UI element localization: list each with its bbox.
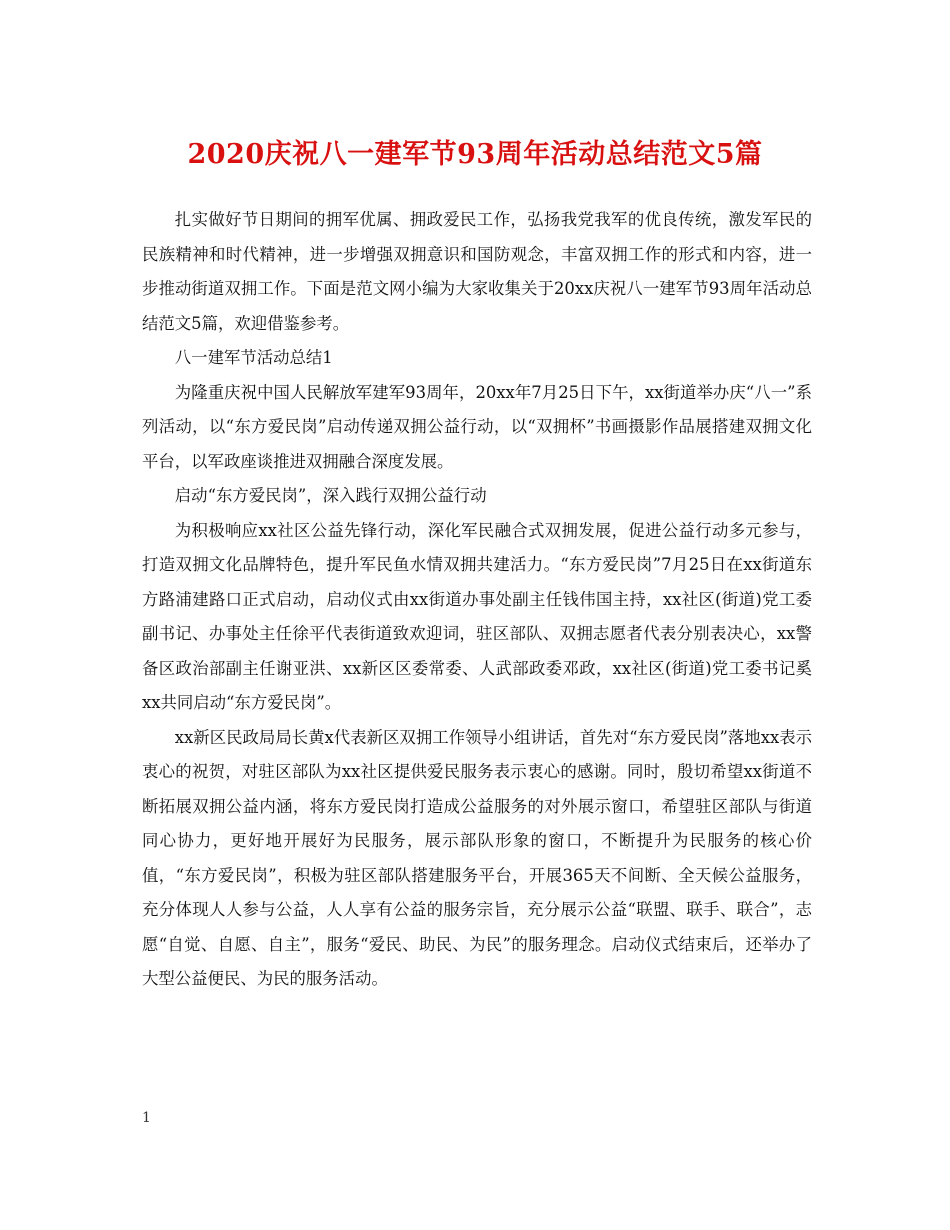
paragraph-intro: 扎实做好节日期间的拥军优属、拥政爱民工作，弘扬我党我军的优良传统，激发军民的民族精神和时代精神，进一步增强双拥意识和国防观念，丰富双拥工作的形式和内容，进一步推动街道双拥工作。下面是范文网小编为大家收集关于20xx庆祝八一建军节93周年活动总结范文5篇，欢迎借鉴参考。	[142, 210, 812, 333]
paragraph-1: 为隆重庆祝中国人民解放军建军93周年，20xx年7月25日下午，xx街道举办庆“八一”系列活动，以“东方爱民岗”启动传递双拥公益行动，以“双拥杯”书画摄影作品展搭建双拥文化平台，以军政座谈推进双拥融合深度发展。	[142, 382, 812, 471]
document-body	[142, 203, 812, 997]
paragraph-3: xx新区民政局局长黄x代表新区双拥工作领导小组讲话，首先对“东方爱民岗”落地xx表示衷心的祝贺，对驻区部队为xx社区提供爱民服务表示衷心的感谢。同时，殷切希望xx街道不断拓展双拥公益内涵，将东方爱民岗打造成公益服务的对外展示窗口，希望驻区部队与街道同心协力，更好地开展好为民服务，展示部队形象的窗口，不断提升为民服务的核心价值，“东方爱民岗”，积极为驻区部队搭建服务平台，开展365天不间断、全天候公益服务，充分体现人人参与公益，人人享有公益的服务宗旨，充分展示公益“联盟、联手、联合”，志愿“自觉、自愿、自主”，服务“爱民、助民、为民”的服务理念。启动仪式结束后，还举办了大型公益便民、为民的服务活动。	[142, 727, 812, 988]
subheading-1: 启动“东方爱民岗”，深入践行双拥公益行动	[174, 486, 487, 505]
document-title: 2020庆祝八一建军节93周年活动总结范文5篇	[187, 139, 763, 170]
paragraph-2: 为积极响应xx社区公益先锋行动，深化军民融合式双拥发展，促进公益行动多元参与，打造双拥文化品牌特色，提升军民鱼水情双拥共建活力。“东方爱民岗”7月25日在xx街道东方路浦建路口正式启动，启动仪式由xx街道办事处副主任钱伟国主持，xx社区(街道)党工委副书记、办事处主任徐平代表街道致欢迎词，驻区部队、双拥志愿者代表分别表决心，xx警备区政治部副主任谢亚洪、xx新区区委常委、人武部政委邓政，xx社区(街道)党工委书记奚xx共同启动“东方爱民岗”。	[142, 520, 812, 712]
section-heading-1: 八一建军节活动总结1	[174, 348, 333, 367]
page-number: 1	[142, 1110, 151, 1126]
